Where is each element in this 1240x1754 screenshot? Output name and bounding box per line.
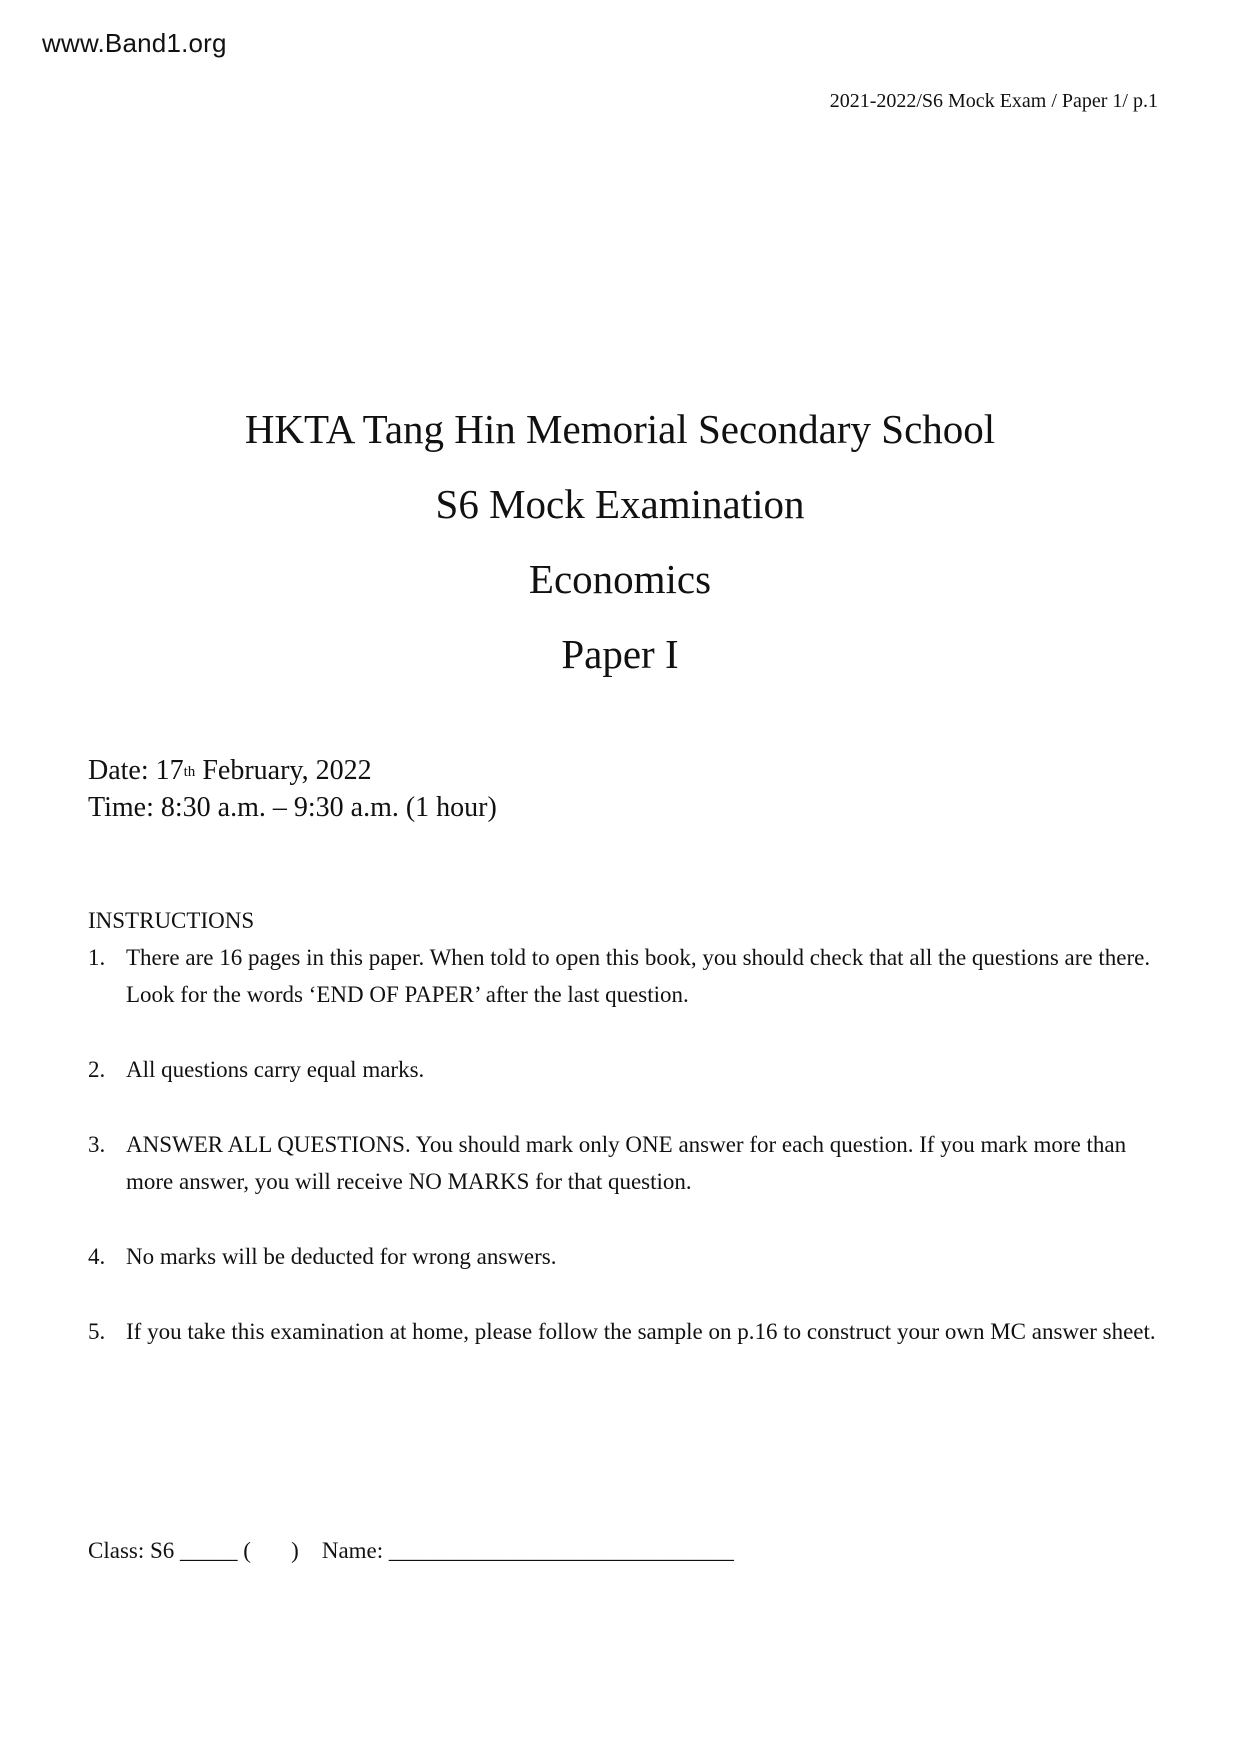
- exam-date: [88, 752, 497, 789]
- subject-name: Economics: [528, 556, 712, 602]
- instruction-number: 3.: [88, 1132, 106, 1157]
- exam-meta: [88, 752, 497, 826]
- exam-date-suffix: th: [183, 764, 196, 780]
- instructions: [88, 902, 1168, 1388]
- paper-name: Paper I: [561, 631, 679, 677]
- watermark: www.Band1.org: [42, 28, 227, 58]
- instruction-number: 1.: [88, 945, 106, 970]
- instruction-text: If you take this examination at home, please follow the sample on p.16 to construct your own MC answer sheet.: [126, 1319, 1156, 1344]
- instruction-item: [88, 1126, 1168, 1200]
- instruction-item: [88, 1051, 1168, 1088]
- school-name: HKTA Tang Hin Memorial Secondary School: [244, 406, 996, 452]
- instruction-item: [88, 1313, 1168, 1350]
- instruction-item: [88, 1238, 1168, 1275]
- instructions-heading: INSTRUCTIONS: [88, 908, 255, 933]
- instruction-item: [88, 939, 1168, 1013]
- instruction-number: 2.: [88, 1057, 106, 1082]
- running-header: 2021-2022/S6 Mock Exam / Paper 1/ p.1: [829, 90, 1158, 112]
- instruction-text: All questions carry equal marks.: [126, 1057, 425, 1082]
- instruction-text: ANSWER ALL QUESTIONS. You should mark only ONE answer for each question. If you mark more than more answer, you will receive NO MARKS for that question.: [126, 1132, 1127, 1194]
- instruction-number: 4.: [88, 1244, 106, 1269]
- instruction-text: No marks will be deducted for wrong answers.: [126, 1244, 557, 1269]
- exam-date-label: Date: 17: [88, 755, 184, 786]
- instruction-text: There are 16 pages in this paper. When told to open this book, you should check that all the questions are there. Look for the words ‘END OF PAPER’ after the last question.: [126, 945, 1151, 1007]
- title-block: [0, 392, 1240, 692]
- exam-date-rest: February, 2022: [195, 755, 372, 786]
- student-info-line: Class: S6 _____ ( ) Name: ______________________________: [88, 1538, 734, 1563]
- exam-time: Time: 8:30 a.m. – 9:30 a.m. (1 hour): [88, 792, 497, 823]
- instruction-number: 5.: [88, 1319, 106, 1344]
- exam-name: S6 Mock Examination: [435, 481, 805, 527]
